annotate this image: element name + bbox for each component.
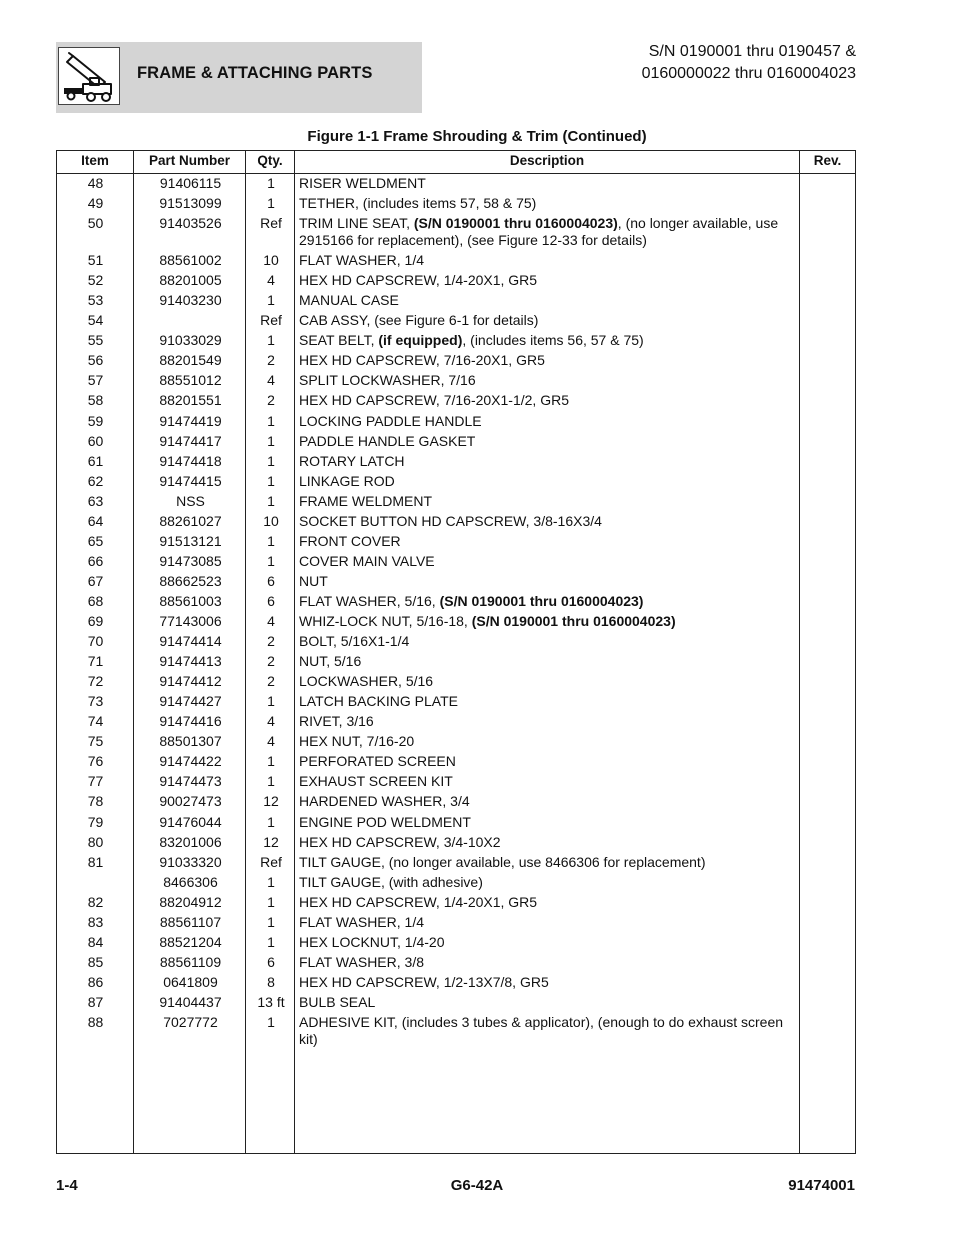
item-number: 85: [87, 953, 104, 970]
description: [299, 733, 795, 750]
item-number: 71: [87, 653, 104, 670]
description-text: NUT, 5/16: [299, 653, 362, 670]
description: [299, 834, 795, 851]
description: [299, 195, 795, 212]
description: [299, 1014, 795, 1048]
description: [299, 593, 795, 610]
figure-title: Figure 1-1 Frame Shrouding & Trim (Continued): [307, 128, 647, 145]
serial-line-2: 0160000022 thru 0160004023: [641, 65, 856, 82]
quantity: 8: [267, 973, 275, 990]
header-item: Item: [81, 153, 109, 168]
description-text: FLAT WASHER, 5/16,: [299, 592, 440, 609]
part-number: 88501307: [159, 733, 222, 750]
description: [299, 753, 795, 770]
description: [299, 473, 795, 490]
item-number: 80: [87, 833, 104, 850]
lift-machine-icon: [58, 47, 120, 105]
quantity: 2: [267, 352, 275, 369]
part-number: 88521204: [159, 933, 222, 950]
description-text: TRIM LINE SEAT,: [299, 215, 414, 232]
section-title: FRAME & ATTACHING PARTS: [137, 64, 373, 82]
description: [299, 613, 795, 630]
part-number: 91403230: [159, 292, 222, 309]
header-part-number: Part Number: [148, 153, 231, 168]
description-text: , (no longer available, use 2915166 for replacement), (see Figure 12-33 for details): [299, 215, 779, 249]
description-text: RISER WELDMENT: [299, 175, 426, 191]
description: [299, 252, 795, 269]
part-number: 77143006: [159, 613, 222, 629]
description-text: LATCH BACKING PLATE: [299, 693, 458, 710]
serial-line-1: S/N 0190001 thru 0190457 &: [648, 43, 856, 60]
description-text: MANUAL CASE: [299, 292, 399, 309]
part-number: 91473085: [159, 552, 222, 569]
part-number: 91406115: [159, 175, 222, 191]
quantity: 4: [267, 372, 275, 389]
quantity: 2: [267, 673, 275, 690]
description: [299, 513, 795, 530]
description: [299, 372, 795, 389]
description-text: HEX HD CAPSCREW, 3/4-10X2: [299, 833, 501, 850]
quantity: 6: [267, 953, 275, 970]
item-number: 61: [87, 452, 104, 469]
quantity: 2: [267, 392, 275, 409]
description-text: TETHER, (includes items 57, 58 & 75): [299, 195, 537, 212]
description: [299, 914, 795, 931]
item-number: 82: [87, 893, 104, 910]
item-number: 70: [87, 633, 104, 650]
item-number: 52: [87, 272, 104, 289]
item-number: 66: [87, 552, 104, 569]
description: [299, 352, 795, 369]
item-number: 64: [87, 512, 104, 529]
item-number: 65: [87, 532, 104, 549]
item-number: 67: [87, 572, 104, 589]
item-number: 68: [87, 592, 104, 609]
description: [299, 413, 795, 430]
item-number: 48: [87, 175, 104, 191]
quantity: 10: [263, 252, 279, 269]
description-text: COVER MAIN VALVE: [299, 552, 435, 569]
item-number: 83: [87, 913, 104, 930]
item-number: 79: [87, 813, 104, 830]
description-emphasis: (S/N 0190001 thru 0160004023): [439, 592, 644, 609]
header-qty: Qty.: [257, 153, 283, 168]
quantity: 12: [263, 793, 279, 810]
quantity: 4: [267, 613, 275, 629]
item-number: 55: [87, 332, 104, 349]
part-number: 88201005: [159, 272, 222, 289]
description-text: TILT GAUGE, (no longer available, use 8466306 for replacement): [299, 853, 706, 870]
description-text: SPLIT LOCKWASHER, 7/16: [299, 372, 476, 389]
description: [299, 934, 795, 951]
description: [299, 175, 795, 192]
description: [299, 954, 795, 971]
quantity: 1: [267, 195, 275, 212]
description: [299, 312, 795, 329]
quantity: 1: [267, 332, 275, 349]
item-number: 75: [87, 733, 104, 750]
description-text: HEX NUT, 7/16-20: [299, 733, 415, 750]
quantity: 10: [263, 512, 279, 529]
part-number: 91474422: [159, 753, 222, 770]
quantity: 1: [267, 175, 275, 191]
part-number: 91474417: [159, 432, 222, 449]
description-emphasis: (S/N 0190001 thru 0160004023): [471, 613, 676, 629]
description-text: HEX HD CAPSCREW, 1/4-20X1, GR5: [299, 272, 538, 289]
description-text: LINKAGE ROD: [299, 472, 395, 489]
header-rev: Rev.: [813, 153, 842, 168]
item-number: 78: [87, 793, 104, 810]
quantity: Ref: [260, 215, 282, 232]
description-text: HEX HD CAPSCREW, 1/2-13X7/8, GR5: [299, 973, 549, 990]
part-number: 88204912: [159, 893, 222, 910]
item-number: 62: [87, 472, 104, 489]
part-number: 83201006: [159, 833, 222, 850]
part-number: 91474418: [159, 452, 222, 469]
page-number: 1-4: [56, 1177, 78, 1194]
description-text: WHIZ-LOCK NUT, 5/16-18,: [299, 613, 472, 629]
description-text: HEX HD CAPSCREW, 7/16-20X1-1/2, GR5: [299, 392, 569, 409]
description: [299, 793, 795, 810]
description-text: TILT GAUGE, (with adhesive): [299, 873, 483, 890]
quantity: 1: [267, 693, 275, 710]
description-text: CAB ASSY, (see Figure 6-1 for details): [299, 312, 539, 329]
quantity: Ref: [260, 312, 282, 329]
quantity: 1: [267, 933, 275, 950]
quantity: 6: [267, 592, 275, 609]
part-number: 88561107: [159, 913, 222, 930]
quantity: 1: [267, 432, 275, 449]
item-number: 50: [87, 215, 104, 232]
description-text: BULB SEAL: [299, 993, 376, 1010]
item-number: 87: [87, 993, 104, 1010]
description-text: FLAT WASHER, 1/4: [299, 913, 424, 930]
quantity: 1: [267, 492, 275, 509]
quantity: 4: [267, 733, 275, 750]
column-divider: [799, 151, 800, 1153]
part-number: 91474415: [159, 472, 222, 489]
quantity: 13 ft: [257, 993, 285, 1010]
quantity: 12: [263, 833, 279, 850]
item-number: 56: [87, 352, 104, 369]
item-number: 81: [87, 853, 104, 870]
description: [299, 493, 795, 510]
description-text: PADDLE HANDLE GASKET: [299, 432, 476, 449]
part-number: 91474416: [159, 713, 222, 730]
part-number: 88561109: [159, 953, 222, 970]
quantity: 6: [267, 572, 275, 589]
item-number: 57: [87, 372, 104, 389]
quantity: 1: [267, 773, 275, 790]
description: [299, 773, 795, 790]
description: [299, 994, 795, 1011]
description-text: SOCKET BUTTON HD CAPSCREW, 3/8-16X3/4: [299, 512, 602, 529]
table-header: [57, 151, 855, 174]
quantity: 1: [267, 412, 275, 429]
quantity: 1: [267, 913, 275, 930]
description: [299, 894, 795, 911]
quantity: 1: [267, 873, 275, 890]
description-text: HARDENED WASHER, 3/4: [299, 793, 470, 810]
parts-table: [56, 150, 856, 1154]
item-number: 72: [87, 673, 104, 690]
quantity: 1: [267, 452, 275, 469]
description-text: HEX HD CAPSCREW, 7/16-20X1, GR5: [299, 352, 545, 369]
quantity: 1: [267, 532, 275, 549]
description: [299, 653, 795, 670]
item-number: 60: [87, 432, 104, 449]
part-number: 91474427: [159, 693, 222, 710]
description: [299, 392, 795, 409]
quantity: 2: [267, 653, 275, 670]
part-number: 91474473: [159, 773, 222, 790]
description-text: ROTARY LATCH: [299, 452, 405, 469]
description: [299, 453, 795, 470]
part-number: 91033029: [159, 332, 222, 349]
description-text: BOLT, 5/16X1-1/4: [299, 633, 410, 650]
part-number: 88561002: [159, 252, 222, 269]
quantity: 1: [267, 552, 275, 569]
quantity: 1: [267, 813, 275, 830]
quantity: 1: [267, 893, 275, 910]
part-number: 0641809: [163, 973, 218, 990]
description-text: FLAT WASHER, 3/8: [299, 953, 424, 970]
part-number: 91474412: [159, 673, 222, 690]
item-number: 58: [87, 392, 104, 409]
item-number: 69: [87, 613, 104, 629]
description: [299, 332, 795, 349]
description: [299, 814, 795, 831]
description: [299, 272, 795, 289]
description: [299, 693, 795, 710]
part-number: 91513099: [159, 195, 222, 212]
description-text: HEX HD CAPSCREW, 1/4-20X1, GR5: [299, 893, 538, 910]
item-number: 63: [87, 492, 104, 509]
description: [299, 633, 795, 650]
description-text: RIVET, 3/16: [299, 713, 374, 730]
description: [299, 433, 795, 450]
item-number: 88: [87, 1014, 104, 1030]
description-emphasis: (S/N 0190001 thru 0160004023): [413, 215, 618, 232]
part-number: 88261027: [159, 512, 222, 529]
quantity: 2: [267, 633, 275, 650]
part-number: 88561003: [159, 592, 222, 609]
quantity: Ref: [260, 853, 282, 870]
quantity: 4: [267, 713, 275, 730]
description: [299, 292, 795, 309]
description-text: ADHESIVE KIT, (includes 3 tubes & applicator), (enough to do exhaust screen kit): [299, 1014, 784, 1047]
description-text: , (includes items 56, 57 & 75): [462, 332, 644, 349]
item-number: 51: [87, 252, 104, 269]
quantity: 1: [267, 472, 275, 489]
part-number: 91513121: [159, 532, 222, 549]
description-text: FLAT WASHER, 1/4: [299, 252, 424, 269]
header-description: Description: [509, 153, 585, 168]
part-number: NSS: [176, 492, 205, 509]
part-number: 91403526: [159, 215, 222, 232]
item-number: 59: [87, 412, 104, 429]
item-number: 49: [87, 195, 104, 212]
part-number: 91474413: [159, 653, 222, 670]
item-number: 76: [87, 753, 104, 770]
part-number: 91476044: [159, 813, 222, 830]
part-number: 88201549: [159, 352, 222, 369]
part-number: 90027473: [159, 793, 222, 810]
item-number: 77: [87, 773, 104, 790]
description-text: NUT: [299, 572, 328, 589]
description: [299, 533, 795, 550]
part-number: 91404437: [159, 993, 222, 1010]
serial-range: [642, 41, 856, 85]
description: [299, 553, 795, 570]
part-number: 91474414: [159, 633, 222, 650]
description-text: FRONT COVER: [299, 532, 401, 549]
description: [299, 573, 795, 590]
quantity: 4: [267, 272, 275, 289]
description-text: EXHAUST SCREEN KIT: [299, 773, 453, 790]
description: [299, 874, 795, 891]
part-number: 91474419: [159, 412, 222, 429]
item-number: 53: [87, 292, 104, 309]
quantity: 1: [267, 292, 275, 309]
item-number: 74: [87, 713, 104, 730]
part-number: 7027772: [163, 1014, 218, 1030]
description: [299, 713, 795, 730]
description-text: SEAT BELT,: [299, 332, 379, 349]
description: [299, 974, 795, 991]
description-text: FRAME WELDMENT: [299, 492, 432, 509]
description-text: LOCKING PADDLE HANDLE: [299, 412, 482, 429]
quantity: 1: [267, 1014, 275, 1030]
quantity: 1: [267, 753, 275, 770]
part-number: 8466306: [163, 873, 218, 890]
description-text: ENGINE POD WELDMENT: [299, 813, 471, 830]
part-number: 88201551: [159, 392, 222, 409]
item-number: 54: [87, 312, 104, 329]
document-number: 91474001: [788, 1177, 855, 1194]
item-number: 84: [87, 933, 104, 950]
description-text: HEX LOCKNUT, 1/4-20: [299, 933, 445, 950]
description-text: LOCKWASHER, 5/16: [299, 673, 434, 690]
item-number: 86: [87, 973, 104, 990]
description: [299, 673, 795, 690]
part-number: 88662523: [159, 572, 222, 589]
model-name: G6-42A: [450, 1177, 504, 1194]
item-number: 73: [87, 693, 104, 710]
description: [299, 854, 795, 871]
description-text: PERFORATED SCREEN: [299, 753, 456, 770]
description-emphasis: (if equipped): [378, 332, 463, 349]
part-number: 88551012: [159, 372, 222, 389]
part-number: 91033320: [159, 853, 222, 870]
description: [299, 215, 795, 249]
